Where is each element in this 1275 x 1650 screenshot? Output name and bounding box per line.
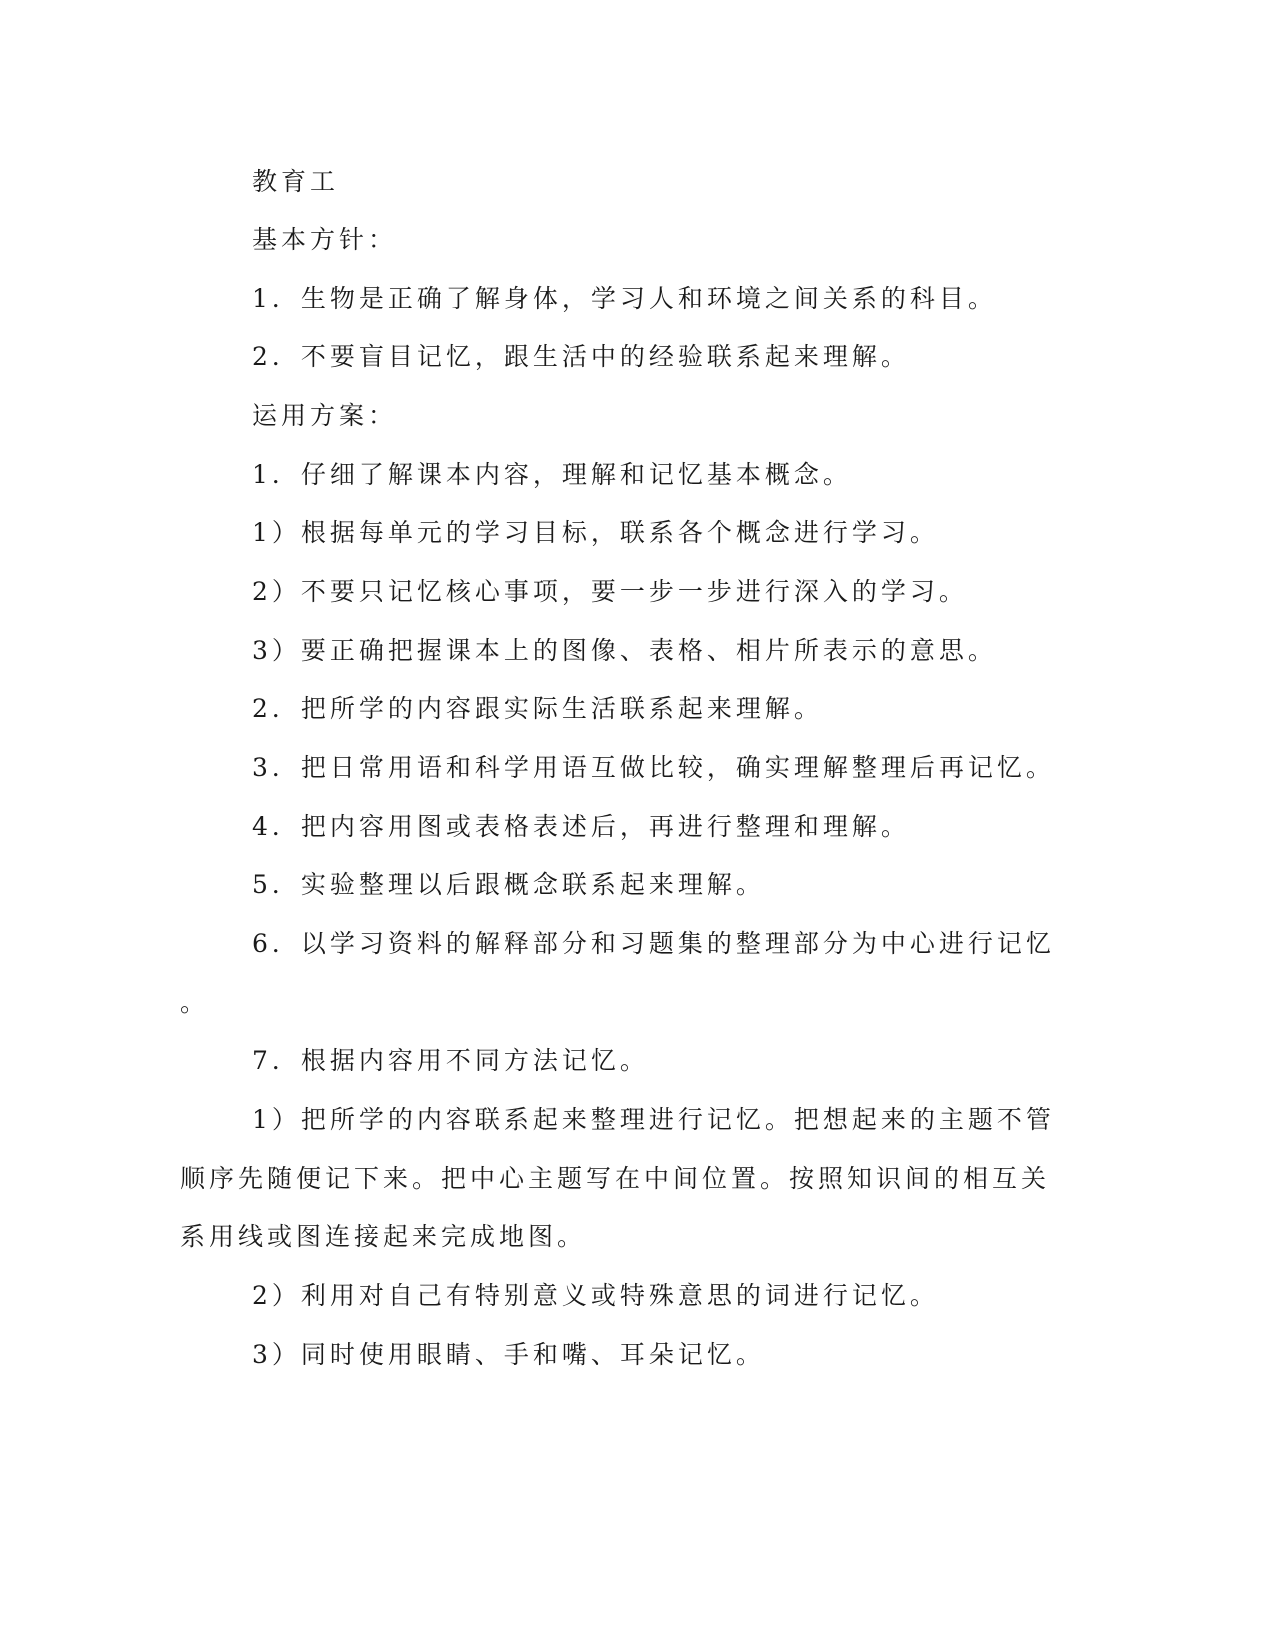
plan-item: 2．把所学的内容跟实际生活联系起来理解。 <box>252 694 823 723</box>
plan-subitem: 3）要正确把握课本上的图像、表格、相片所表示的意思。 <box>252 636 997 665</box>
plan-subitem: 1）把所学的内容联系起来整理进行记忆。把想起来的主题不管 <box>252 1105 1055 1134</box>
plan-subitem-continuation: 顺序先随便记下来。把中心主题写在中间位置。按照知识间的相互关 <box>180 1164 1051 1193</box>
plan-item: 4．把内容用图或表格表述后，再进行整理和理解。 <box>252 812 910 841</box>
plan-subitem: 2）利用对自己有特别意义或特殊意思的词进行记忆。 <box>252 1281 939 1310</box>
plan-item: 7．根据内容用不同方法记忆。 <box>252 1046 649 1075</box>
plan-item: 6．以学习资料的解释部分和习题集的整理部分为中心进行记忆 <box>252 929 1055 958</box>
plan-item: 5．实验整理以后跟概念联系起来理解。 <box>252 870 765 899</box>
plan-item-continuation: 。 <box>180 988 210 1017</box>
plan-subitem: 1）根据每单元的学习目标，联系各个概念进行学习。 <box>252 518 939 547</box>
plan-subitem: 2）不要只记忆核心事项，要一步一步进行深入的学习。 <box>252 577 968 606</box>
document-title: 教育工 <box>252 167 340 196</box>
plan-subitem: 3）同时使用眼睛、手和嘴、耳朵记忆。 <box>252 1340 765 1369</box>
plan-item: 3．把日常用语和科学用语互做比较，确实理解整理后再记忆。 <box>252 753 1055 782</box>
plan-item: 1．仔细了解课本内容，理解和记忆基本概念。 <box>252 460 852 489</box>
principles-heading: 基本方针： <box>252 225 398 254</box>
plan-subitem-continuation: 系用线或图连接起来完成地图。 <box>180 1222 587 1251</box>
principle-item: 1．生物是正确了解身体，学习人和环境之间关系的科目。 <box>252 284 997 313</box>
plan-heading: 运用方案： <box>252 401 398 430</box>
principle-item: 2．不要盲目记忆，跟生活中的经验联系起来理解。 <box>252 342 910 371</box>
